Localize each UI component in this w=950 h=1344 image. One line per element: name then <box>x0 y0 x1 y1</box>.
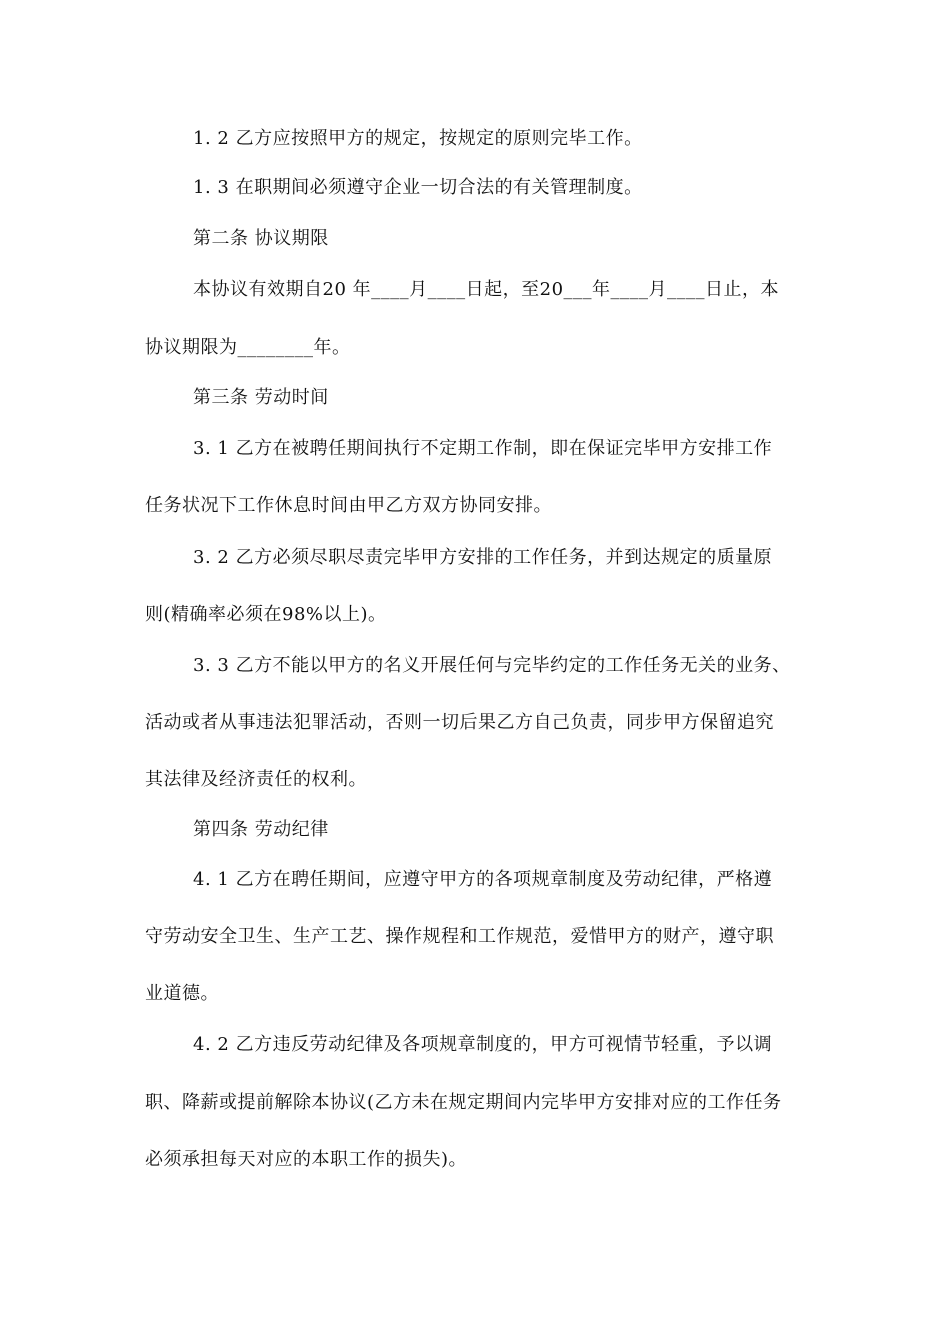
clause-3-2-line-2: 则(精确率必须在98%以上)。 <box>145 604 387 625</box>
article-4-heading: 第四条 劳动纪律 <box>193 819 329 840</box>
clause-3-1-line-1: 3. 1 乙方在被聘任期间执行不定期工作制，即在保证完毕甲方安排工作 <box>193 438 773 459</box>
clause-1-3: 1. 3 在职期间必须遵守企业一切合法的有关管理制度。 <box>193 177 643 198</box>
clause-4-2-line-2: 职、降薪或提前解除本协议(乙方未在规定期间内完毕甲方安排对应的工作任务 <box>145 1092 782 1113</box>
clause-3-3-line-2: 活动或者从事违法犯罪活动，否则一切后果乙方自己负责，同步甲方保留追究 <box>145 712 774 733</box>
clause-1-2: 1. 2 乙方应按照甲方的规定，按规定的原则完毕工作。 <box>193 128 643 149</box>
clause-3-3-line-1: 3. 3 乙方不能以甲方的名义开展任何与完毕约定的工作任务无关的业务、 <box>193 655 791 676</box>
clause-3-3-line-3: 其法律及经济责任的权利。 <box>145 769 367 790</box>
article-2-heading: 第二条 协议期限 <box>193 228 329 249</box>
clause-4-2-line-1: 4. 2 乙方违反劳动纪律及各项规章制度的，甲方可视情节轻重，予以调 <box>193 1034 773 1055</box>
clause-4-1-line-3: 业道德。 <box>145 983 219 1004</box>
clause-3-2-line-1: 3. 2 乙方必须尽职尽责完毕甲方安排的工作任务，并到达规定的质量原 <box>193 547 773 568</box>
clause-4-1-line-2: 守劳动安全卫生、生产工艺、操作规程和工作规范，爱惜甲方的财产，遵守职 <box>145 926 774 947</box>
clause-4-2-line-3: 必须承担每天对应的本职工作的损失)。 <box>145 1149 468 1170</box>
term-paragraph-line-2: 协议期限为________年。 <box>145 337 351 358</box>
clause-3-1-line-2: 任务状况下工作休息时间由甲乙方双方协同安排。 <box>145 495 552 516</box>
term-paragraph-line-1: 本协议有效期自20 年____月____日起，至20___年____月____日止，本 <box>193 279 780 300</box>
clause-4-1-line-1: 4. 1 乙方在聘任期间，应遵守甲方的各项规章制度及劳动纪律，严格遵 <box>193 869 773 890</box>
article-3-heading: 第三条 劳动时间 <box>193 387 329 408</box>
